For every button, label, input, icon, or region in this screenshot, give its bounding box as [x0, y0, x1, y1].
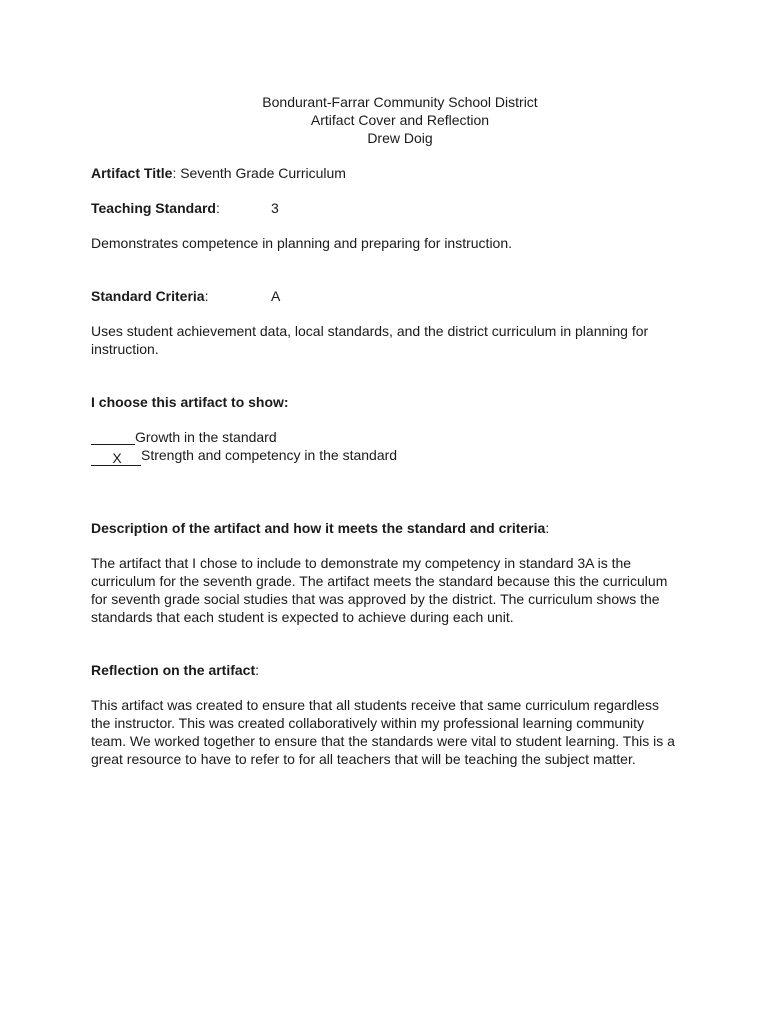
- document-title: Artifact Cover and Reflection: [310, 112, 490, 128]
- description-heading: Description of the artifact and how it meets the standard and criteria: [91, 520, 546, 536]
- reflection-separator: :: [255, 662, 260, 678]
- description-body: The artifact that I chose to include to demonstrate my competency in standard 3A is the curriculum for the seventh grade. The artifact meets the standard because this the curriculum for seventh grade social studies that was approved by the district. The curriculum shows the standards that each student is expected to achieve during each unit.: [91, 555, 668, 625]
- artifact-title-separator: :: [172, 165, 181, 181]
- reflection-heading-row: [91, 661, 681, 679]
- document-body: [91, 164, 681, 768]
- option-strength-mark: X: [91, 450, 141, 466]
- standard-criteria-row: [91, 287, 681, 305]
- standard-criteria-description: Uses student achievement data, local standards, and the district curriculum in planning for instruction.: [91, 323, 649, 357]
- teaching-standard-description: Demonstrates competence in planning and preparing for instruction.: [91, 235, 513, 251]
- standard-criteria-value: A: [271, 288, 281, 304]
- teaching-standard-row: [91, 199, 681, 217]
- reflection-heading: Reflection on the artifact: [91, 662, 256, 678]
- choose-heading: I choose this artifact to show:: [91, 394, 289, 410]
- option-growth-blank: [91, 430, 135, 445]
- option-growth: [91, 428, 681, 446]
- teaching-standard-value: 3: [271, 200, 279, 216]
- document-header: [0, 93, 768, 147]
- teaching-standard-label: Teaching Standard: [91, 200, 216, 216]
- option-growth-text: Growth in the standard: [135, 429, 277, 445]
- artifact-title-label: Artifact Title: [91, 165, 173, 181]
- artifact-title-value: Seventh Grade Curriculum: [180, 165, 346, 181]
- reflection-body: This artifact was created to ensure that all students receive that same curriculum regardless the instructor. This was created collaboratively within my professional learning community team. We worked together to ensure that the standards were vital to student learning. This is a great resource to have to refer to for all teachers that will be teaching the subject matter.: [91, 697, 675, 767]
- author-name: Drew Doig: [367, 130, 433, 146]
- description-heading-row: [91, 519, 681, 537]
- district-name: Bondurant-Farrar Community School District: [262, 94, 538, 110]
- description-separator: :: [545, 520, 550, 536]
- standard-criteria-separator: :: [204, 288, 209, 304]
- artifact-title-row: [91, 164, 681, 182]
- standard-criteria-label: Standard Criteria: [91, 288, 205, 304]
- teaching-standard-separator: :: [215, 200, 220, 216]
- option-strength-text: Strength and competency in the standard: [141, 447, 398, 463]
- option-strength: [91, 446, 681, 466]
